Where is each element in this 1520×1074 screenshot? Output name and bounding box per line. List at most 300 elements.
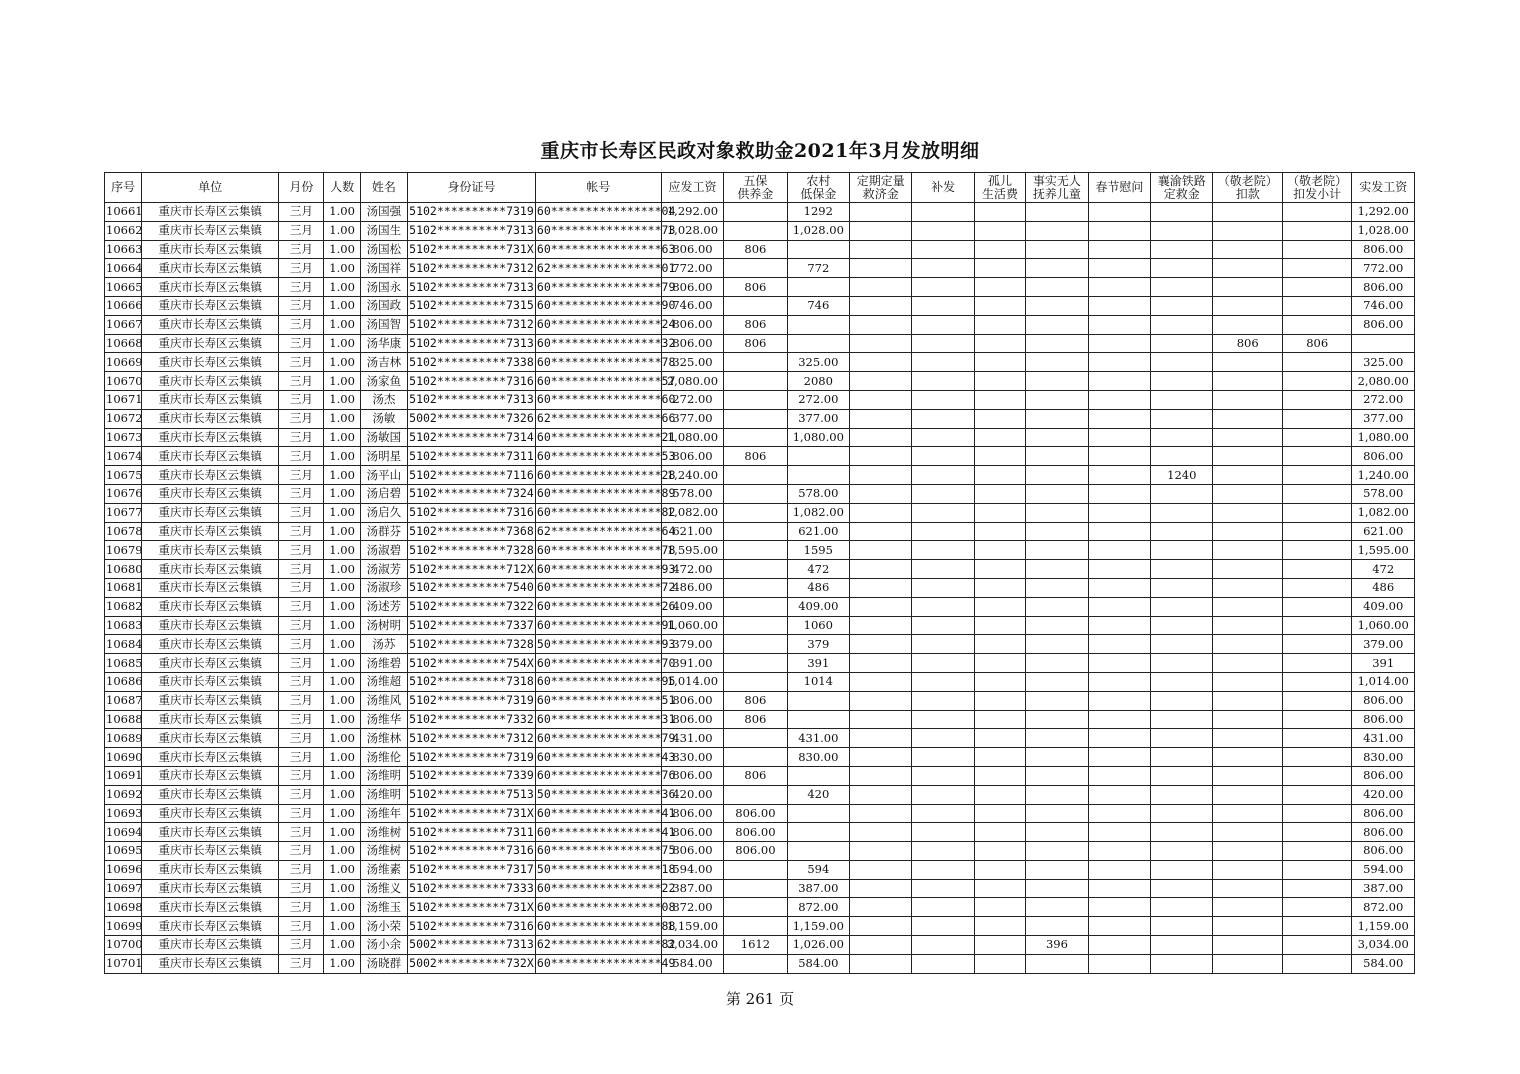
cell-jk: 806 (1213, 334, 1282, 353)
cell-bf (912, 240, 974, 259)
cell-acct: 60****************43 (535, 748, 661, 767)
cell-nc (787, 691, 849, 710)
cell-wb (724, 259, 787, 278)
cell-nc (787, 804, 849, 823)
cell-xy (1151, 409, 1213, 428)
cell-month: 三月 (279, 522, 324, 541)
cell-jx (1282, 597, 1351, 616)
cell-month: 三月 (279, 390, 324, 409)
cell-month: 三月 (279, 578, 324, 597)
cell-sf: 486 (1352, 578, 1415, 597)
cell-dq (850, 898, 912, 917)
cell-idn: 5102**********7314 (408, 428, 536, 447)
cell-name: 汤维义 (360, 879, 407, 898)
cell-name: 汤维树 (360, 823, 407, 842)
cell-dq (850, 503, 912, 522)
cell-wb (724, 466, 787, 485)
page-number: 第 261 页 (725, 990, 795, 1008)
cell-idn: 5002**********7313 (408, 936, 536, 955)
column-header-count: 人数 (324, 173, 360, 203)
cell-xy (1151, 842, 1213, 861)
cell-idn: 5102**********7540 (408, 578, 536, 597)
cell-wb (724, 372, 787, 391)
cell-jx (1282, 823, 1351, 842)
cell-cj (1088, 522, 1150, 541)
cell-jk (1213, 409, 1282, 428)
cell-dq (850, 278, 912, 297)
cell-name: 汤维明 (360, 766, 407, 785)
table-row (105, 879, 1415, 898)
cell-name: 汤维明 (360, 785, 407, 804)
cell-cj (1088, 748, 1150, 767)
cell-count: 1.00 (324, 804, 360, 823)
cell-sf: 772.00 (1352, 259, 1415, 278)
table-header-row (105, 173, 1415, 203)
cell-seq: 10687 (105, 691, 142, 710)
cell-jk (1213, 522, 1282, 541)
cell-ge (974, 954, 1025, 973)
cell-nc: 486 (787, 578, 849, 597)
cell-nc (787, 240, 849, 259)
cell-jk (1213, 710, 1282, 729)
cell-cj (1088, 484, 1150, 503)
cell-ge (974, 428, 1025, 447)
cell-wb: 806 (724, 240, 787, 259)
cell-cj (1088, 409, 1150, 428)
cell-yf: 872.00 (661, 898, 723, 917)
cell-acct: 62****************01 (535, 259, 661, 278)
cell-yf: 1,292.00 (661, 203, 723, 222)
cell-month: 三月 (279, 672, 324, 691)
cell-dq (850, 616, 912, 635)
cell-dq (850, 917, 912, 936)
cell-jx (1282, 278, 1351, 297)
cell-wb (724, 729, 787, 748)
cell-dq (850, 879, 912, 898)
cell-bf (912, 278, 974, 297)
cell-dq (850, 729, 912, 748)
cell-jk (1213, 259, 1282, 278)
cell-yf: 377.00 (661, 409, 723, 428)
cell-unit: 重庆市长寿区云集镇 (142, 766, 279, 785)
cell-month: 三月 (279, 409, 324, 428)
cell-sf: 806.00 (1352, 710, 1415, 729)
cell-jk (1213, 616, 1282, 635)
cell-month: 三月 (279, 917, 324, 936)
cell-cj (1088, 221, 1150, 240)
cell-seq: 10696 (105, 860, 142, 879)
cell-name: 汤启碧 (360, 484, 407, 503)
cell-unit: 重庆市长寿区云集镇 (142, 804, 279, 823)
cell-nc: 594 (787, 860, 849, 879)
cell-count: 1.00 (324, 729, 360, 748)
cell-ge (974, 315, 1025, 334)
cell-jk (1213, 823, 1282, 842)
cell-seq: 10692 (105, 785, 142, 804)
cell-ss (1026, 654, 1088, 673)
cell-yf: 325.00 (661, 353, 723, 372)
cell-jx (1282, 447, 1351, 466)
cell-bf (912, 691, 974, 710)
table-row (105, 766, 1415, 785)
cell-count: 1.00 (324, 635, 360, 654)
cell-acct: 62****************64 (535, 522, 661, 541)
cell-sf: 1,595.00 (1352, 541, 1415, 560)
cell-ss (1026, 710, 1088, 729)
cell-idn: 5002**********7326 (408, 409, 536, 428)
cell-seq: 10689 (105, 729, 142, 748)
cell-yf: 391.00 (661, 654, 723, 673)
cell-jx (1282, 296, 1351, 315)
cell-jx (1282, 484, 1351, 503)
column-header-name: 姓名 (360, 173, 407, 203)
cell-bf (912, 654, 974, 673)
cell-idn: 5102**********7116 (408, 466, 536, 485)
cell-nc: 472 (787, 560, 849, 579)
cell-dq (850, 221, 912, 240)
cell-xy (1151, 428, 1213, 447)
cell-count: 1.00 (324, 334, 360, 353)
cell-yf: 806.00 (661, 842, 723, 861)
cell-yf: 3,034.00 (661, 936, 723, 955)
column-header-month: 月份 (279, 173, 324, 203)
cell-xy (1151, 390, 1213, 409)
cell-ss (1026, 597, 1088, 616)
cell-name: 汤淑珍 (360, 578, 407, 597)
cell-sf: 584.00 (1352, 954, 1415, 973)
cell-name: 汤维碧 (360, 654, 407, 673)
cell-cj (1088, 597, 1150, 616)
cell-month: 三月 (279, 954, 324, 973)
cell-yf: 806.00 (661, 447, 723, 466)
cell-wb (724, 879, 787, 898)
cell-cj (1088, 541, 1150, 560)
cell-unit: 重庆市长寿区云集镇 (142, 898, 279, 917)
cell-name: 汤国强 (360, 203, 407, 222)
cell-sf: 830.00 (1352, 748, 1415, 767)
cell-month: 三月 (279, 484, 324, 503)
cell-xy (1151, 804, 1213, 823)
cell-ge (974, 560, 1025, 579)
cell-idn: 5102**********7513 (408, 785, 536, 804)
cell-acct: 60****************78 (535, 353, 661, 372)
cell-seq: 10679 (105, 541, 142, 560)
cell-nc (787, 466, 849, 485)
cell-acct: 60****************53 (535, 447, 661, 466)
cell-xy (1151, 203, 1213, 222)
cell-wb (724, 672, 787, 691)
cell-seq: 10672 (105, 409, 142, 428)
cell-bf (912, 409, 974, 428)
table-row (105, 240, 1415, 259)
cell-jk (1213, 748, 1282, 767)
cell-nc: 1,159.00 (787, 917, 849, 936)
cell-acct: 60****************41 (535, 804, 661, 823)
cell-ge (974, 334, 1025, 353)
cell-month: 三月 (279, 710, 324, 729)
cell-month: 三月 (279, 879, 324, 898)
cell-wb (724, 954, 787, 973)
cell-sf: 806.00 (1352, 447, 1415, 466)
cell-jk (1213, 560, 1282, 579)
cell-count: 1.00 (324, 353, 360, 372)
cell-wb (724, 560, 787, 579)
cell-name: 汤国松 (360, 240, 407, 259)
cell-wb: 806 (724, 691, 787, 710)
cell-month: 三月 (279, 842, 324, 861)
cell-acct: 60****************51 (535, 691, 661, 710)
cell-dq (850, 447, 912, 466)
cell-name: 汤维超 (360, 672, 407, 691)
column-header-yf: 应发工资 (661, 173, 723, 203)
cell-bf (912, 221, 974, 240)
cell-dq (850, 240, 912, 259)
cell-acct: 60****************21 (535, 428, 661, 447)
cell-cj (1088, 259, 1150, 278)
cell-jx (1282, 748, 1351, 767)
table-row (105, 672, 1415, 691)
column-header-idn: 身份证号 (408, 173, 536, 203)
cell-ge (974, 353, 1025, 372)
cell-ss (1026, 785, 1088, 804)
cell-yf: 387.00 (661, 879, 723, 898)
cell-cj (1088, 710, 1150, 729)
cell-wb (724, 203, 787, 222)
cell-ss (1026, 466, 1088, 485)
cell-seq: 10661 (105, 203, 142, 222)
cell-sf: 1,028.00 (1352, 221, 1415, 240)
cell-unit: 重庆市长寿区云集镇 (142, 296, 279, 315)
cell-jx (1282, 560, 1351, 579)
cell-sf: 1,082.00 (1352, 503, 1415, 522)
cell-sf: 806.00 (1352, 315, 1415, 334)
cell-ge (974, 785, 1025, 804)
cell-unit: 重庆市长寿区云集镇 (142, 654, 279, 673)
cell-nc: 830.00 (787, 748, 849, 767)
table-row (105, 503, 1415, 522)
cell-nc: 1,080.00 (787, 428, 849, 447)
cell-dq (850, 203, 912, 222)
cell-count: 1.00 (324, 522, 360, 541)
cell-xy (1151, 710, 1213, 729)
cell-wb (724, 860, 787, 879)
cell-xy (1151, 597, 1213, 616)
cell-jk (1213, 785, 1282, 804)
cell-dq (850, 409, 912, 428)
cell-xy (1151, 541, 1213, 560)
cell-idn: 5102**********7316 (408, 917, 536, 936)
cell-idn: 5102**********7319 (408, 748, 536, 767)
cell-cj (1088, 954, 1150, 973)
cell-bf (912, 522, 974, 541)
cell-name: 汤杰 (360, 390, 407, 409)
cell-acct: 60****************63 (535, 240, 661, 259)
cell-idn: 5102**********7368 (408, 522, 536, 541)
cell-name: 汤淑芳 (360, 560, 407, 579)
cell-yf: 272.00 (661, 390, 723, 409)
cell-xy (1151, 823, 1213, 842)
cell-ss (1026, 823, 1088, 842)
table-row (105, 203, 1415, 222)
table-row (105, 842, 1415, 861)
cell-jx (1282, 691, 1351, 710)
cell-ss (1026, 954, 1088, 973)
cell-ss (1026, 259, 1088, 278)
cell-jx (1282, 842, 1351, 861)
cell-dq (850, 484, 912, 503)
column-header-ge: 孤儿 生活费 (974, 173, 1025, 203)
cell-sf: 431.00 (1352, 729, 1415, 748)
cell-ss (1026, 390, 1088, 409)
cell-jk (1213, 672, 1282, 691)
cell-unit: 重庆市长寿区云集镇 (142, 447, 279, 466)
cell-cj (1088, 390, 1150, 409)
cell-month: 三月 (279, 936, 324, 955)
cell-ge (974, 860, 1025, 879)
cell-dq (850, 372, 912, 391)
cell-jk (1213, 221, 1282, 240)
cell-idn: 5102**********731X (408, 898, 536, 917)
cell-ss (1026, 672, 1088, 691)
cell-month: 三月 (279, 616, 324, 635)
cell-jx (1282, 259, 1351, 278)
cell-ss (1026, 635, 1088, 654)
table-row (105, 917, 1415, 936)
cell-count: 1.00 (324, 221, 360, 240)
cell-acct: 60****************32 (535, 334, 661, 353)
cell-xy (1151, 917, 1213, 936)
cell-seq: 10676 (105, 484, 142, 503)
cell-count: 1.00 (324, 409, 360, 428)
cell-count: 1.00 (324, 672, 360, 691)
cell-ge (974, 823, 1025, 842)
cell-bf (912, 541, 974, 560)
cell-wb (724, 898, 787, 917)
cell-xy (1151, 522, 1213, 541)
cell-seq: 10699 (105, 917, 142, 936)
cell-month: 三月 (279, 541, 324, 560)
column-header-bf: 补发 (912, 173, 974, 203)
cell-acct: 60****************89 (535, 484, 661, 503)
cell-jx (1282, 785, 1351, 804)
cell-ss (1026, 541, 1088, 560)
cell-unit: 重庆市长寿区云集镇 (142, 334, 279, 353)
cell-sf: 621.00 (1352, 522, 1415, 541)
cell-ss (1026, 240, 1088, 259)
cell-sf: 806.00 (1352, 804, 1415, 823)
cell-month: 三月 (279, 635, 324, 654)
cell-yf: 486.00 (661, 578, 723, 597)
table-row (105, 616, 1415, 635)
cell-ss (1026, 203, 1088, 222)
cell-jk (1213, 879, 1282, 898)
cell-idn: 5102**********7317 (408, 860, 536, 879)
cell-month: 三月 (279, 597, 324, 616)
cell-ge (974, 484, 1025, 503)
cell-acct: 60****************41 (535, 823, 661, 842)
cell-jk (1213, 578, 1282, 597)
cell-nc (787, 842, 849, 861)
cell-cj (1088, 672, 1150, 691)
column-header-acct: 帐号 (535, 173, 661, 203)
cell-cj (1088, 785, 1150, 804)
cell-acct: 60****************79 (535, 729, 661, 748)
cell-seq: 10667 (105, 315, 142, 334)
cell-jx (1282, 522, 1351, 541)
cell-cj (1088, 616, 1150, 635)
cell-jk (1213, 729, 1282, 748)
cell-sf: 3,034.00 (1352, 936, 1415, 955)
cell-name: 汤吉林 (360, 353, 407, 372)
cell-jk (1213, 691, 1282, 710)
cell-unit: 重庆市长寿区云集镇 (142, 221, 279, 240)
cell-ge (974, 522, 1025, 541)
cell-yf: 472.00 (661, 560, 723, 579)
cell-month: 三月 (279, 296, 324, 315)
cell-acct: 60****************93 (535, 560, 661, 579)
cell-count: 1.00 (324, 766, 360, 785)
cell-wb (724, 221, 787, 240)
cell-cj (1088, 353, 1150, 372)
cell-ss (1026, 879, 1088, 898)
cell-seq: 10691 (105, 766, 142, 785)
cell-bf (912, 917, 974, 936)
cell-count: 1.00 (324, 842, 360, 861)
cell-seq: 10678 (105, 522, 142, 541)
cell-unit: 重庆市长寿区云集镇 (142, 259, 279, 278)
cell-count: 1.00 (324, 785, 360, 804)
cell-acct: 60****************22 (535, 879, 661, 898)
cell-ge (974, 296, 1025, 315)
cell-sf: 746.00 (1352, 296, 1415, 315)
cell-nc: 1,028.00 (787, 221, 849, 240)
cell-jx (1282, 729, 1351, 748)
cell-wb: 806 (724, 334, 787, 353)
cell-wb: 806.00 (724, 842, 787, 861)
cell-seq: 10690 (105, 748, 142, 767)
cell-wb (724, 654, 787, 673)
cell-month: 三月 (279, 203, 324, 222)
cell-idn: 5102**********7311 (408, 823, 536, 842)
cell-sf: 578.00 (1352, 484, 1415, 503)
cell-seq: 10681 (105, 578, 142, 597)
cell-unit: 重庆市长寿区云集镇 (142, 860, 279, 879)
cell-seq: 10670 (105, 372, 142, 391)
cell-xy (1151, 221, 1213, 240)
cell-seq: 10682 (105, 597, 142, 616)
cell-yf: 584.00 (661, 954, 723, 973)
table-row (105, 597, 1415, 616)
table-row (105, 578, 1415, 597)
cell-seq: 10662 (105, 221, 142, 240)
cell-name: 汤敏国 (360, 428, 407, 447)
cell-name: 汤群芬 (360, 522, 407, 541)
cell-xy (1151, 560, 1213, 579)
cell-xy (1151, 672, 1213, 691)
cell-name: 汤敏 (360, 409, 407, 428)
cell-xy (1151, 315, 1213, 334)
cell-wb: 806 (724, 766, 787, 785)
cell-acct: 60****************90 (535, 296, 661, 315)
cell-bf (912, 729, 974, 748)
cell-wb (724, 597, 787, 616)
cell-month: 三月 (279, 428, 324, 447)
cell-unit: 重庆市长寿区云集镇 (142, 879, 279, 898)
cell-bf (912, 748, 974, 767)
cell-count: 1.00 (324, 296, 360, 315)
cell-sf: 379.00 (1352, 635, 1415, 654)
cell-count: 1.00 (324, 541, 360, 560)
